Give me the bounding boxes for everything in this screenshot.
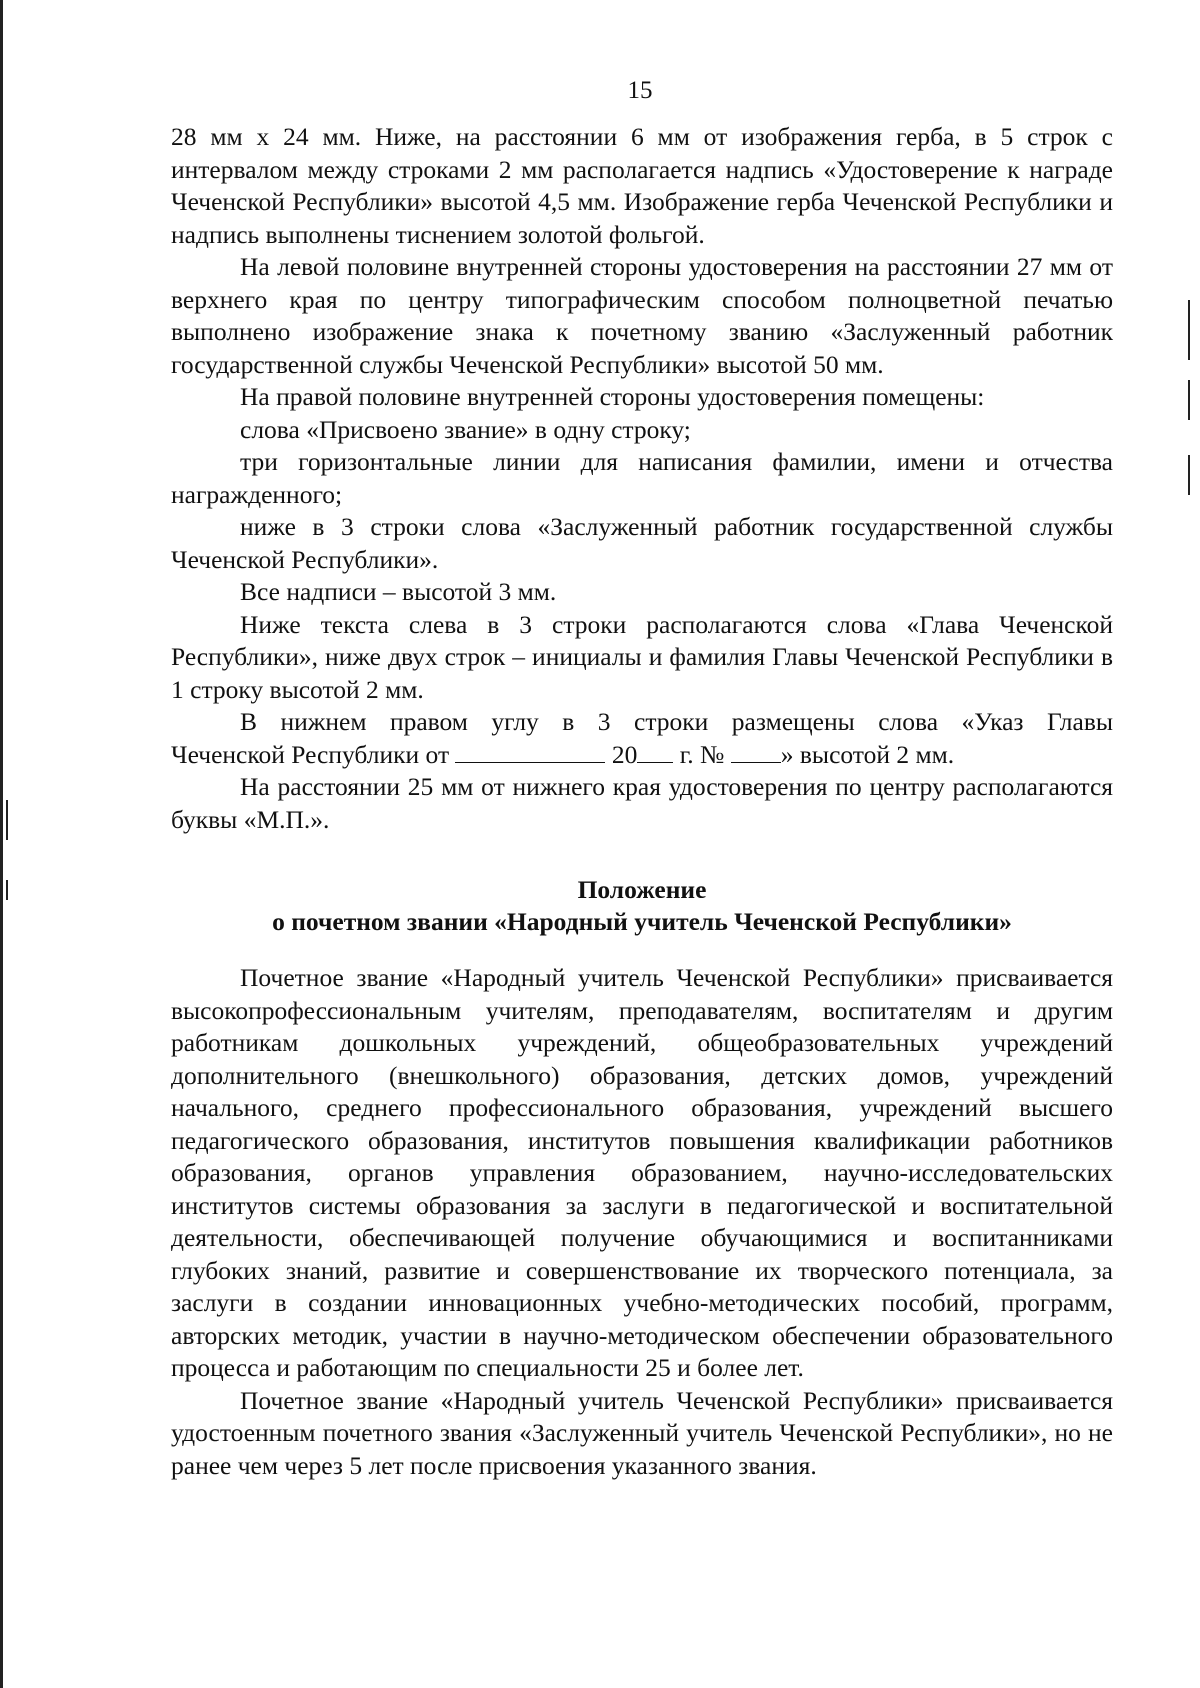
section-heading (171, 874, 1113, 938)
body-text-top (171, 121, 1113, 836)
scan-mark (1188, 300, 1190, 360)
scan-mark (6, 800, 8, 840)
decree-text-a: Чеченской Республики от (171, 739, 450, 769)
paragraph: На левой половине внутренней стороны удостоверения на расстоянии 27 мм от верхнего края по центру типографическим способом полноцветной печатью выполнено изображение знака к почетному званию «Заслуженный работник государственной службы Чеченской Республики» высотой 50 мм. (171, 252, 1113, 379)
scan-mark (1188, 455, 1190, 495)
paragraph: Ниже текста слева в 3 строки располагаются слова «Глава Чеченской Республики», ниже двух строк – инициалы и фамилия Главы Чеченской Республики в 1 строку высотой 2 мм. (171, 609, 1113, 704)
heading-line-2: о почетном звании «Народный учитель Чеченской Республики» (272, 907, 1012, 936)
year-blank-line (637, 740, 673, 763)
scan-left-edge (0, 0, 3, 1688)
paragraph: Почетное звание «Народный учитель Чеченской Республики» присваивается удостоенным почетного звания «Заслуженный учитель Чеченской Республики», но не ранее чем через 5 лет после присвоения указанного звания. (171, 1385, 1113, 1480)
paragraph: ниже в 3 строки слова «Заслуженный работник государственной службы Чеченской Республики». (171, 512, 1113, 574)
decree-paragraph (171, 706, 1113, 739)
paragraph: На правой половине внутренней стороны удостоверения помещены: (240, 382, 985, 411)
paragraph: На расстоянии 25 мм от нижнего края удостоверения по центру располагаются буквы «М.П.». (171, 772, 1113, 834)
scan-mark (6, 880, 8, 900)
decree-year-prefix: 20 (611, 739, 638, 769)
date-blank-line (455, 740, 605, 763)
paragraph: слова «Присвоено звание» в одну строку; (240, 414, 691, 444)
paragraph: Все надписи – высотой 3 мм. (240, 577, 557, 606)
paragraph: 28 мм х 24 мм. Ниже, на расстоянии 6 мм от изображения герба, в 5 строк с интервалом между строками 2 мм располагается надпись «Удостоверение к награде Чеченской Республики» высотой 4,5 мм. Изображение герба Чеченской Республики и надпись выполнены тиснением золотой фольгой. (171, 122, 1113, 249)
body-text-bottom (171, 962, 1113, 1482)
decree-text-d: » высотой 2 мм. (780, 739, 955, 769)
decree-line-1: В нижнем правом углу в 3 строки размещены слова «Указ Главы (240, 707, 1113, 736)
paragraph: три горизонтальные линии для написания фамилии, имени и отчества награжденного; (171, 447, 1113, 509)
page-number: 15 (627, 77, 653, 104)
scan-mark (1188, 380, 1190, 420)
decree-number-label: г. № (679, 739, 725, 769)
heading-line-1: Положение (577, 875, 707, 904)
paragraph: Почетное звание «Народный учитель Чеченской Республики» присваивается высокопрофессиональным учителям, преподавателям, воспитателям и другим работникам дошкольных учреждений, общеобразовательных учреждений дополнительного (внешкольного) образования, детских домов, учреждений начального, среднего профессионального образования, учреждений высшего педагогического образования, институтов повышения квалификации работников образования, органов управления образованием, научно-исследовательских институтов системы образования за заслуги в педагогической и воспитательной деятельности, обеспечивающей получение обучающимися и воспитанниками глубоких знаний, развитие и совершенствование их творческого потенциала, за заслуги в создании инновационных учебно-методических пособий, программ, авторских методик, участии в научно-методическом обеспечении образовательного процесса и работающим по специальности 25 и более лет. (171, 963, 1113, 1382)
number-blank-line (731, 740, 781, 763)
decree-paragraph-line-2 (171, 739, 1113, 772)
